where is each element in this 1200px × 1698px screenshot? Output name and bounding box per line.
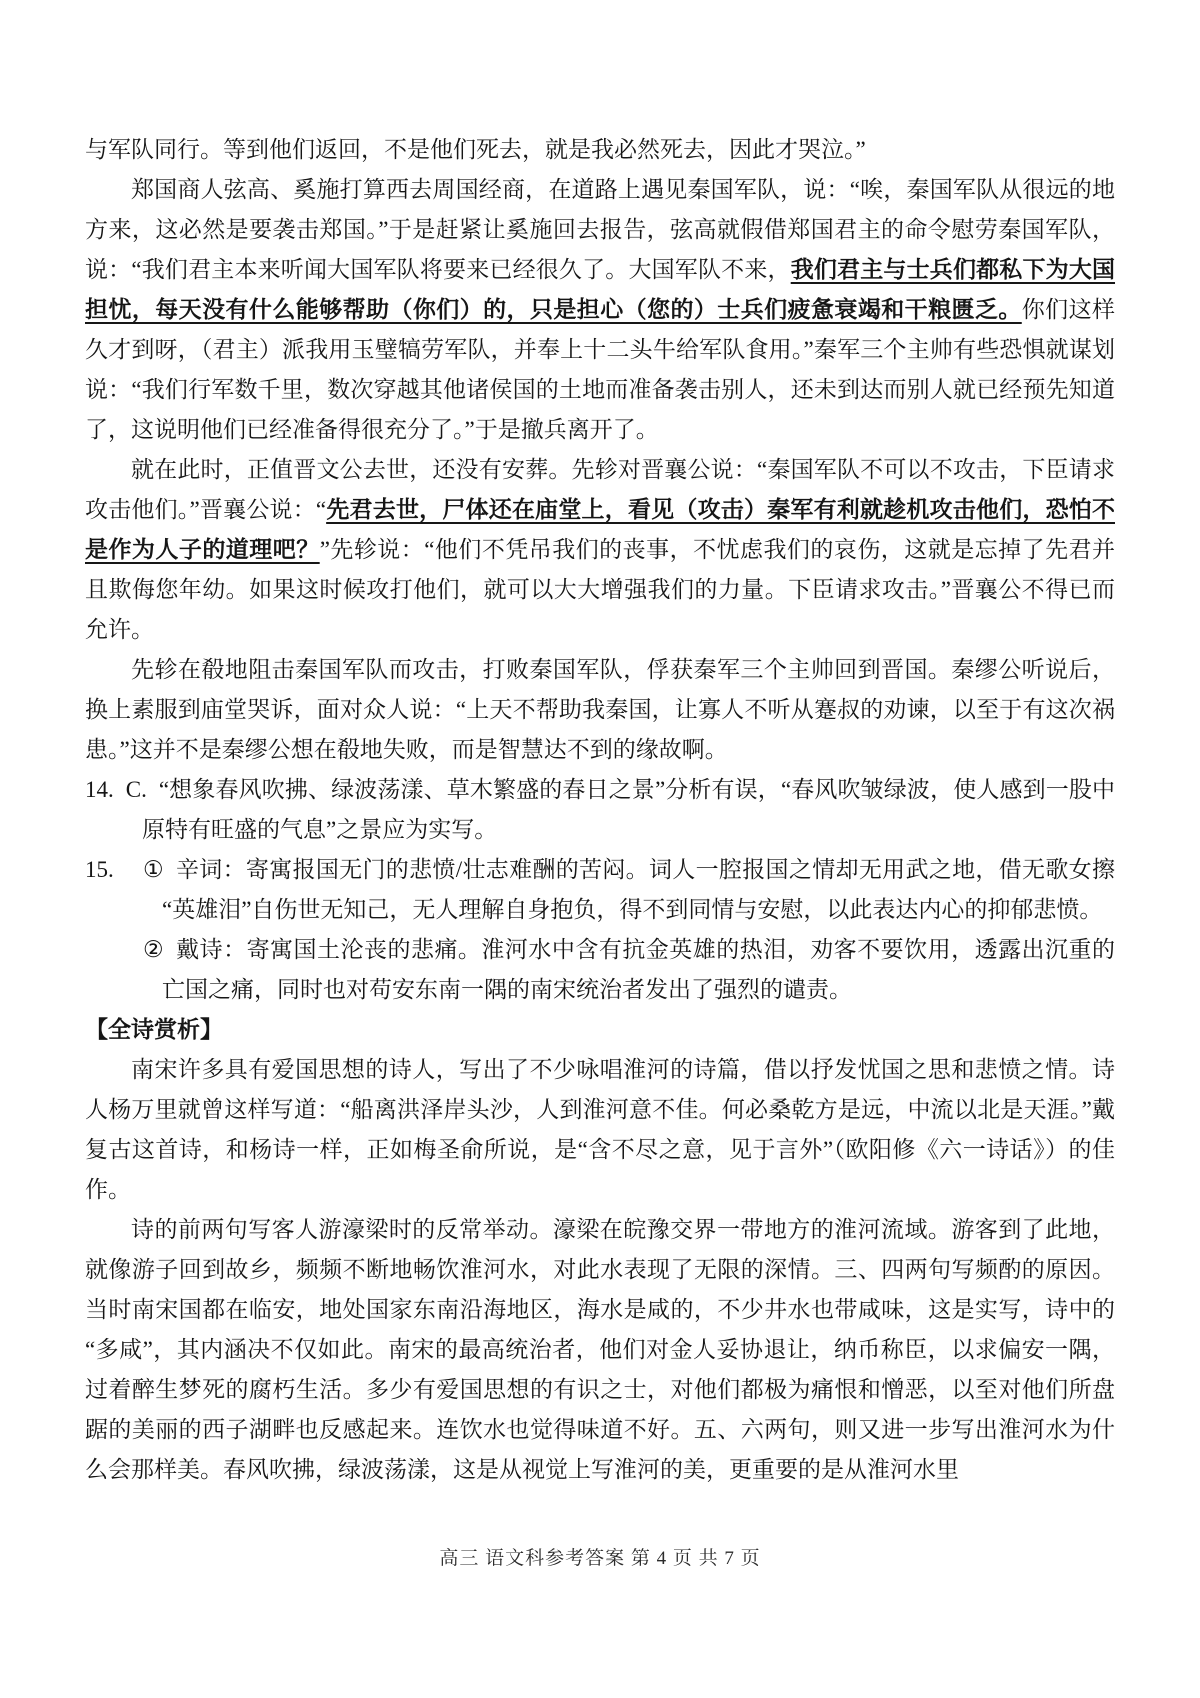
question-15-sub-answer-1 <box>143 850 1115 930</box>
paragraph <box>85 1050 1115 1210</box>
translation-section <box>85 130 1115 770</box>
body-text: 先轸在殽地阻击秦国军队而攻击，打败秦国军队，俘获秦军三个主帅回到晋国。秦缪公听说后，换上素服到庙堂哭诉，面对众人说：“上天不帮助我秦国，让寡人不听从蹇叔的劝谏，以至于有这次祸患。”这并不是秦缪公想在殽地失败，而是智慧达不到的缘故啊。 <box>85 657 1115 762</box>
question-14-number: 14. <box>85 777 114 802</box>
answer-item-14 <box>85 770 1115 850</box>
question-14-explanation: “想象春风吹拂、绿波荡漾、草木繁盛的春日之景”分析有误，“春风吹皱绿波，使人感到一股中原特有旺盛的气息”之景应为实写。 <box>142 777 1115 842</box>
appreciation-section <box>85 1050 1115 1490</box>
paragraph <box>85 130 1115 170</box>
answer-item-15 <box>85 850 1115 1010</box>
question-14-answer-letter: C. <box>125 777 147 802</box>
paragraph <box>85 450 1115 650</box>
body-text: 诗的前两句写客人游濠梁时的反常举动。濠梁在皖豫交界一带地方的淮河流域。游客到了此地，就像游子回到故乡，频频不断地畅饮淮河水，对此水表现了无限的深情。三、四两句写频酌的原因。当时南宋国都在临安，地处国家东南沿海地区，海水是咸的，不少井水也带咸味，这是实写，诗中的“多咸”，其内涵决不仅如此。南宋的最高统治者，他们对金人妥协退让，纳币称臣，以求偏安一隅，过着醉生梦死的腐朽生活。多少有爱国思想的有识之士，对他们都极为痛恨和憎恶，以至对他们所盘踞的美丽的西子湖畔也反感起来。连饮水也觉得味道不好。五、六两句，则又进一步写出淮河水为什么会那样美。春风吹拂，绿波荡漾，这是从视觉上写淮河的美，更重要的是从淮河水里 <box>85 1217 1115 1482</box>
body-text: 与军队同行。等到他们返回，不是他们死去，就是我必然死去，因此才哭泣。” <box>85 137 866 162</box>
paragraph <box>85 650 1115 770</box>
paragraph <box>85 1210 1115 1490</box>
page-content <box>85 130 1115 1490</box>
emphasized-text: 我们君主与士兵们都私下为大国担忧，每天没有什么能够帮助（你们）的，只是担心（您的）士兵们疲惫衰竭和干粮匮乏。 <box>85 257 1116 322</box>
body-text: ”先轸说：“他们不凭吊我们的丧事，不忧虑我们的哀伤，这就是忘掉了先君并且欺侮您年幼。如果这时候攻打他们，就可以大大增强我们的力量。下臣请求攻击。”晋襄公不得已而允许。 <box>85 537 1116 642</box>
circled-1-marker: ① <box>143 857 164 882</box>
circled-2-marker: ② <box>143 937 165 962</box>
body-text: 南宋许多具有爱国思想的诗人，写出了不少咏唱淮河的诗篇，借以抒发忧国之思和悲愤之情。诗人杨万里就曾这样写道：“船离洪泽岸头沙，人到淮河意不佳。何必桑乾方是远，中流以北是天涯。”戴复古这首诗，和杨诗一样，正如梅圣俞所说，是“含不尽之意，见于言外”（欧阳修《六一诗话》）的佳作。 <box>85 1057 1115 1202</box>
question-15-sub-answer-2 <box>143 930 1115 1010</box>
page-footer: 高三 语文科参考答案 第 4 页 共 7 页 <box>439 1548 761 1569</box>
question-15-sub-answer-1-text: 辛词：寄寓报国无门的悲愤/壮志难酬的苦闷。词人一腔报国之情却无用武之地，借无歌女擦“英雄泪”自伤世无知己，无人理解自身抱负，得不到同情与安慰，以此表达内心的抑郁悲愤。 <box>162 857 1115 922</box>
body-text: 郑国商人弦高、奚施打算西去周国经商，在道路上遇见秦国军队，说：“唉，秦国军队从很远的地方来，这必然是要袭击郑国。”于是赶紧让奚施回去报告，弦高就假借郑国君主的命令慰劳秦国军队，说：“我们君主本来听闻大国军队将要来已经很久了。大国军队不来， <box>85 177 1115 282</box>
question-15-number: 15. <box>85 857 114 882</box>
appreciation-section-header: 【全诗赏析】 <box>85 1017 223 1042</box>
body-text: 就在此时，正值晋文公去世，还没有安葬。先轸对晋襄公说：“秦国军队不可以不攻击，下臣请求攻击他们。”晋襄公说：“ <box>85 457 1115 522</box>
paragraph <box>85 170 1115 450</box>
question-15-sub-answer-2-text: 戴诗：寄寓国土沦丧的悲痛。淮河水中含有抗金英雄的热泪，劝客不要饮用，透露出沉重的亡国之痛，同时也对苟安东南一隅的南宋统治者发出了强烈的谴责。 <box>162 937 1115 1002</box>
body-text: 你们这样久才到呀，（君主）派我用玉璧犒劳军队，并奉上十二头牛给军队食用。”秦军三个主帅有些恐惧就谋划说：“我们行军数千里，数次穿越其他诸侯国的土地而准备袭击别人，还未到达而别人就已经预先知道了，这说明他们已经准备得很充分了。”于是撤兵离开了。 <box>85 297 1116 442</box>
emphasized-text: 先君去世，尸体还在庙堂上，看见（攻击）秦军有利就趁机攻击他们，恐怕不是作为人子的道理吧？ <box>85 497 1115 562</box>
